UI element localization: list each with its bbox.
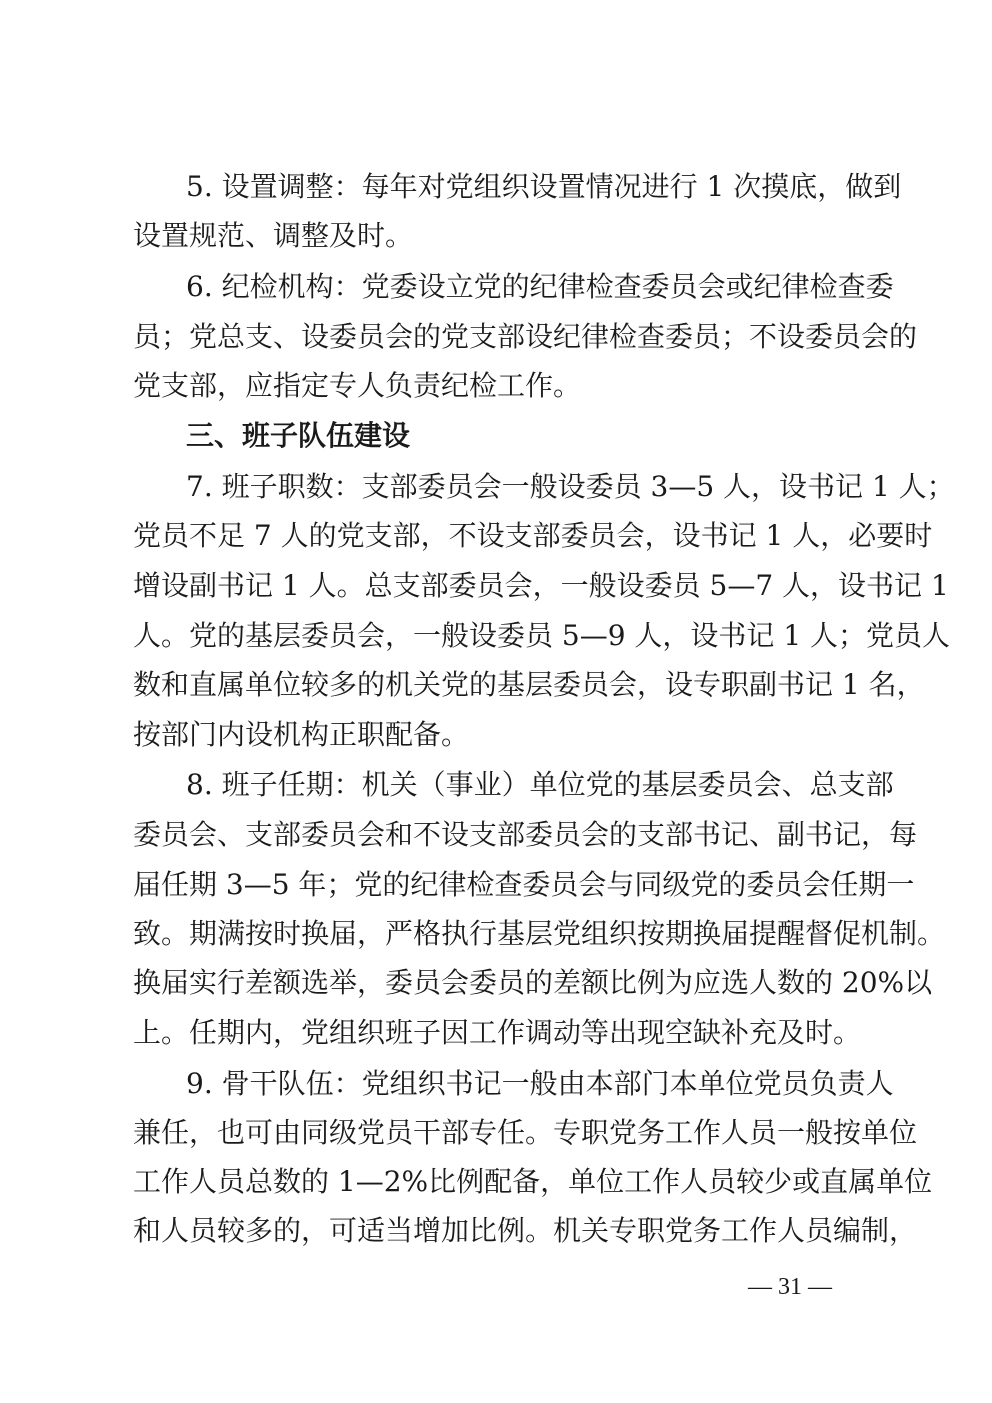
item6-line2: 员；党总支、设委员会的党支部设纪律检查委员；不设委员会的 xyxy=(133,320,918,353)
item8-line4: 致。期满按时换届，严格执行基层党组织按期换届提醒督促机制。 xyxy=(133,917,946,950)
item7-line6: 按部门内设机构正职配备。 xyxy=(133,718,470,751)
item7-line3: 增设副书记 1 人。总支部委员会，一般设委员 5—7 人，设书记 1 xyxy=(133,569,949,602)
item7-line1-row xyxy=(0,462,992,512)
item6-line1: 6. 纪检机构：党委设立党的纪律检查委员会或纪律检查委 xyxy=(186,270,894,303)
section-heading: 三、班子队伍建设 xyxy=(186,419,411,452)
item9-line3: 工作人员总数的 1—2%比例配备，单位工作人员较少或直属单位 xyxy=(133,1165,933,1198)
item9-line2: 兼任，也可由同级党员干部专任。专职党务工作人员一般按单位 xyxy=(133,1116,918,1149)
item6-line3: 党支部，应指定专人负责纪检工作。 xyxy=(133,369,582,402)
item7-line4-row xyxy=(0,611,992,661)
page-number: — 31 — xyxy=(748,1274,832,1300)
item8-line2: 委员会、支部委员会和不设支部委员会的支部书记、副书记，每 xyxy=(133,818,918,851)
item7-line2: 党员不足 7 人的党支部，不设支部委员会，设书记 1 人，必要时 xyxy=(133,519,933,552)
item8-line3-row xyxy=(0,860,992,910)
item8-line5: 换届实行差额选举，委员会委员的差额比例为应选人数的 20%以 xyxy=(133,966,933,999)
item9-line1-row xyxy=(0,1059,992,1109)
item8-line6-row xyxy=(0,1008,992,1058)
item5-line1: 5. 设置调整：每年对党组织设置情况进行 1 次摸底，做到 xyxy=(186,170,902,203)
item7-line1: 7. 班子职数：支部委员会一般设委员 3—5 人，设书记 1 人； xyxy=(186,470,955,503)
item7-line2-row xyxy=(0,511,992,561)
item8-line2-row xyxy=(0,810,992,860)
item6-line3-row xyxy=(0,361,992,411)
item9-line3-row xyxy=(0,1157,992,1207)
item8-line5-row xyxy=(0,958,992,1008)
item9-line4-row xyxy=(0,1206,992,1256)
item7-line6-row xyxy=(0,710,992,760)
item9-line1: 9. 骨干队伍：党组织书记一般由本部门本单位党员负责人 xyxy=(186,1067,894,1100)
item6-line1-row xyxy=(0,262,992,312)
item7-line3-row xyxy=(0,561,992,611)
item6-line2-row xyxy=(0,312,992,362)
item8-line6: 上。任期内，党组织班子因工作调动等出现空缺补充及时。 xyxy=(133,1016,862,1049)
section-heading-row xyxy=(0,411,992,461)
item8-line1-row xyxy=(0,760,992,810)
item8-line4-row xyxy=(0,909,992,959)
item9-line4: 和人员较多的，可适当增加比例。机关专职党务工作人员编制， xyxy=(133,1214,918,1247)
item7-line5-row xyxy=(0,660,992,710)
item8-line3: 届任期 3—5 年；党的纪律检查委员会与同级党的委员会任期一 xyxy=(133,868,915,901)
item7-line4: 人。党的基层委员会，一般设委员 5—9 人，设书记 1 人；党员人 xyxy=(133,619,951,652)
item5-line2-row xyxy=(0,211,992,261)
item8-line1: 8. 班子任期：机关（事业）单位党的基层委员会、总支部 xyxy=(186,768,894,801)
item5-line2: 设置规范、调整及时。 xyxy=(133,219,414,252)
item5-line1-row xyxy=(0,162,992,212)
item7-line5: 数和直属单位较多的机关党的基层委员会，设专职副书记 1 名， xyxy=(133,668,925,701)
item9-line2-row xyxy=(0,1108,992,1158)
